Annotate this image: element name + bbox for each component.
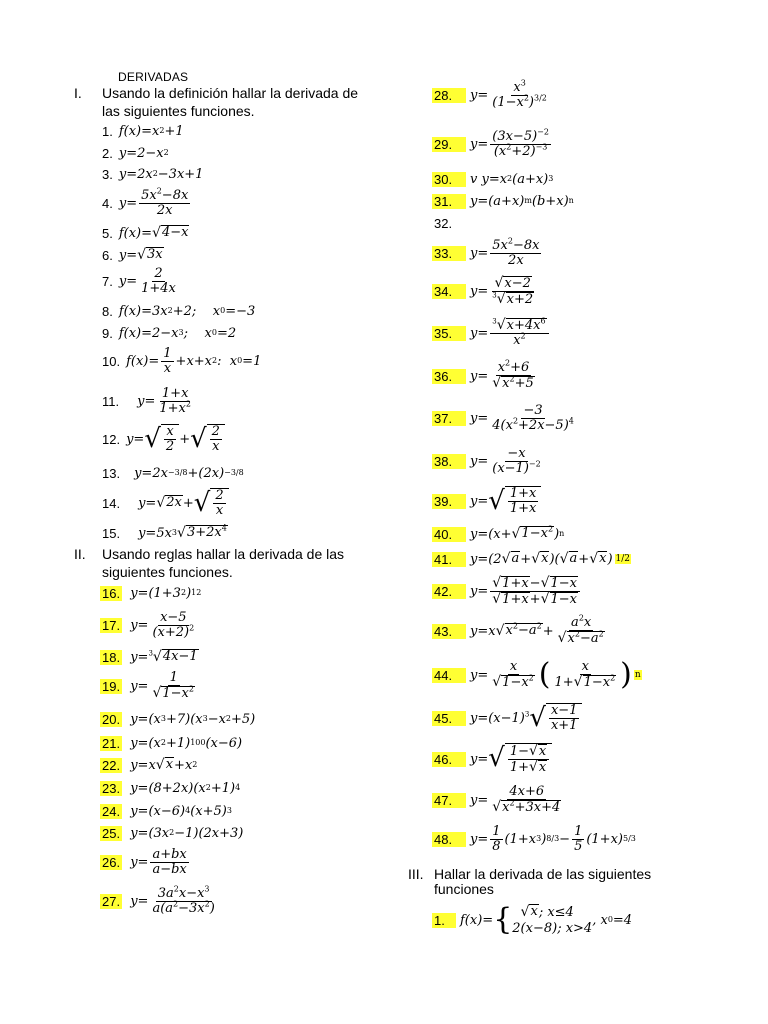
- exercise-25: [100, 820, 243, 846]
- exercise-3-1: [432, 902, 632, 938]
- exercise-35: [432, 316, 551, 348]
- formula: y= √ 1− √ x 1+ √ x: [470, 743, 552, 775]
- exercise-number: 5.: [102, 225, 113, 241]
- formula: y=(2 √ a + √ x )( √ a + √ x ) 1/2: [470, 551, 631, 567]
- exercise-number: 10.: [102, 353, 121, 369]
- section-1-text-line1: Usando la definición hallar la derivada de: [102, 85, 359, 101]
- formula: f(x)=3x 2 +2; x 0 =−3: [118, 303, 256, 319]
- formula: y= $3a^2x-x^3$ $a(a^2-3x^2)$: [126, 884, 215, 916]
- exercise-number: 27.: [102, 893, 121, 909]
- formula: y=x √ x +x 2: [126, 757, 198, 773]
- formula: y= 1+x $1+x^2$: [137, 385, 191, 416]
- formula: f(x)= √ 4−x: [118, 225, 189, 241]
- exercise-number: 44.: [432, 668, 466, 683]
- exercise-number: 1.: [102, 123, 113, 139]
- exercise-11: [100, 385, 195, 416]
- exercise-number: 45.: [432, 711, 466, 726]
- exercise-40: [432, 521, 564, 547]
- formula: y= 4x+6 √ $x^2+3x+4$: [470, 784, 561, 815]
- formula: y=(x 2 +1) 100 (x−6): [126, 735, 243, 751]
- exercise-13: [100, 460, 244, 486]
- formula: y= −x $(x-1)^{-2}$: [470, 445, 541, 476]
- formula: y=(8+2x)(x 2 +1) 4: [126, 780, 241, 796]
- formula: y= $^3$√ 4x−1: [126, 649, 198, 665]
- exercise-number: 29.: [432, 137, 466, 152]
- exercise-number: 48.: [432, 832, 466, 847]
- exercise-9: [100, 320, 236, 346]
- section-2-text-line2: siguientes funciones.: [102, 564, 233, 580]
- formula: y=x √ $x^2-a^2$ + $a^2x$ √ $x^2-a^2$: [470, 613, 604, 646]
- formula: y= √ 2x + √ $\frac{2}{x}$: [138, 488, 229, 518]
- formula: y= $x^3$ $(1-x^2)^{3/2}$: [470, 78, 547, 110]
- formula: y= x−5 $(x+2)^2$: [126, 609, 195, 640]
- section-3-text-line1: Hallar la derivada de las siguientes: [434, 866, 652, 882]
- exercise-number: 14.: [102, 495, 121, 511]
- section-3-text-line2: funciones: [434, 881, 494, 897]
- exercise-number: 22.: [102, 757, 121, 773]
- formula: y= √ x−2 $^3$√ x+2: [470, 274, 534, 307]
- exercise-45: [432, 705, 582, 731]
- exercise-32: [432, 210, 470, 236]
- section-1-roman: I.: [74, 85, 82, 101]
- exercise-6: [100, 242, 164, 268]
- exercise-number: 28.: [432, 88, 466, 103]
- exercise-number: 38.: [432, 454, 466, 469]
- exercise-number: 33.: [432, 246, 466, 261]
- exercise-3: [100, 161, 203, 187]
- exercise-16: [100, 580, 201, 606]
- exercise-number: 2.: [102, 145, 113, 161]
- exercise-26: [100, 846, 191, 877]
- exercise-number: 24.: [102, 803, 121, 819]
- exercise-38: [432, 445, 545, 476]
- exercise-number: 25.: [102, 825, 121, 841]
- exercise-15: [100, 520, 228, 546]
- formula: y=2x −3/8 +(2x) −3/8: [134, 465, 244, 481]
- formula: y= 1 √ $1-x^2$: [126, 670, 194, 701]
- formula: y= 1 8 (1+x 3 ) 8/3 − 1 5 (1+x) 5/3: [470, 823, 636, 854]
- exercise-33: [432, 236, 543, 268]
- exercise-number: 9.: [102, 325, 113, 341]
- exercise-28: [432, 78, 551, 110]
- formula: y=2−x 2: [118, 145, 169, 161]
- exercise-4: [100, 186, 192, 218]
- exercise-41: [432, 546, 631, 572]
- formula: y=(x+ √ $1-x^2$ ) n: [470, 524, 565, 542]
- exercise-number: 39.: [432, 494, 466, 509]
- exercise-number: 47.: [432, 793, 466, 808]
- formula: y=(a+x) m (b+x) n: [470, 193, 574, 209]
- exercise-number: 17.: [102, 617, 121, 633]
- exercise-number: 3.: [102, 166, 113, 182]
- formula: y=(x−1) $^3$√ $\frac{x-1}{x+1}$: [470, 703, 582, 733]
- formula: y=5x 3 √ $3+2x^4$: [138, 523, 227, 541]
- exercise-20: [100, 706, 255, 732]
- exercise-44: [432, 657, 642, 692]
- formula: y= x √ $1-x^2$ ( x 1+ √ $1-x^2$ ) n: [470, 657, 641, 692]
- section-1-text-line2: las siguientes funciones.: [102, 103, 255, 119]
- exercise-number: 19.: [102, 678, 121, 694]
- exercise-42: [432, 574, 582, 607]
- exercise-29: [432, 127, 553, 159]
- formula: f(x)=x 2 +1: [118, 123, 184, 139]
- exercise-number: 42.: [432, 584, 466, 599]
- formula: y=(x 3 +7)(x 3 −x 2 +5): [126, 711, 256, 727]
- exercise-number: 7.: [102, 273, 113, 289]
- exercise-number: 26.: [102, 854, 121, 870]
- formula: y= √ $\frac{1+x}{1+x}$: [470, 486, 541, 516]
- exercise-number: 31.: [432, 194, 466, 209]
- exercise-number: 6.: [102, 247, 113, 263]
- exercise-19: [100, 670, 199, 701]
- exercise-39: [432, 488, 541, 514]
- exercise-number: 36.: [432, 369, 466, 384]
- exercise-number: 40.: [432, 527, 466, 542]
- formula: y= $5x^2-8x$ 2x: [118, 186, 189, 218]
- exercise-number: 43.: [432, 624, 466, 639]
- exercise-number: 21.: [102, 735, 121, 751]
- formula: y=(x−6) 4 (x+5) 3: [126, 803, 232, 819]
- formula: y= −3 $4(x^2+2x-5)^4$: [470, 402, 574, 433]
- exercise-7: [100, 265, 180, 296]
- exercise-36: [432, 358, 539, 391]
- formula: y= $x^2+6$ √ $x^2+5$: [470, 358, 534, 391]
- exercise-47: [432, 784, 565, 815]
- formula: f(x)= { √ x ; x≤4 2(x−8); x>4 , x 0 =4: [460, 902, 633, 937]
- exercise-number: 32.: [434, 215, 453, 231]
- formula: y= $(3x-5)^{-2}$ $(x^2+2)^{-3}$: [470, 127, 549, 159]
- formula: y=(3x 2 −1)(2x+3): [126, 825, 244, 841]
- section-3-roman: III.: [408, 866, 424, 882]
- exercise-number: 41.: [432, 552, 466, 567]
- formula: y=(1+3 2 ) 12: [126, 585, 202, 601]
- formula: f(x)=2−x 3 ; x 0 =2: [118, 325, 237, 341]
- exercise-number: 1.: [432, 913, 456, 928]
- formula: y= √ 1+x − √ 1−x √ 1+x + √ 1−x: [470, 576, 582, 607]
- formula: y= $5x^2-8x$ 2x: [470, 236, 540, 268]
- exercise-43: [432, 613, 609, 646]
- exercise-34: [432, 274, 538, 307]
- exercise-number: 30.: [432, 172, 466, 187]
- formula: y=2x 2 −3x+1: [118, 166, 204, 182]
- exercise-number: 15.: [102, 525, 121, 541]
- page-title: DERIVADAS: [118, 70, 189, 84]
- section-2-roman: II.: [74, 546, 86, 562]
- exercise-number: 12.: [102, 431, 121, 447]
- formula: y= √ $\frac{x}{2}$ + √ $\frac{2}{x}$: [126, 424, 225, 454]
- formula: v y=x 2 (a+x) 3: [470, 171, 554, 187]
- exercise-14: [100, 490, 229, 516]
- formula: y= 2 1+4x: [118, 265, 176, 296]
- exercise-18: [100, 644, 199, 670]
- exercise-number: 37.: [432, 411, 466, 426]
- formula: y= $^3$√ $x+4x^6$ $x^2$: [470, 318, 551, 348]
- exercise-number: 18.: [102, 649, 121, 665]
- exercise-number: 4.: [102, 195, 113, 211]
- exercise-12: [100, 426, 225, 452]
- exercise-number: 16.: [102, 585, 121, 601]
- formula: y= √ 3x: [118, 247, 163, 263]
- exercise-number: 11.: [102, 393, 120, 409]
- exercise-number: 8.: [102, 303, 113, 319]
- exercise-number: 13.: [102, 465, 121, 481]
- exercise-number: 20.: [102, 711, 121, 727]
- formula: f(x)= 1 x +x+x 2 : x 0 =1: [126, 345, 262, 376]
- exercise-27: [100, 884, 219, 916]
- formula: y= a+bx a−bx: [126, 846, 187, 877]
- exercise-number: 35.: [432, 326, 466, 341]
- exercise-number: 34.: [432, 284, 466, 299]
- exercise-46: [432, 743, 552, 775]
- exercise-10: [100, 345, 262, 376]
- exercise-17: [100, 609, 198, 640]
- exercise-number: 46.: [432, 752, 466, 767]
- exercise-48: [432, 823, 636, 854]
- exercise-number: 23.: [102, 780, 121, 796]
- section-2-text-line1: Usando reglas hallar la derivada de las: [102, 546, 345, 562]
- exercise-37: [432, 402, 578, 433]
